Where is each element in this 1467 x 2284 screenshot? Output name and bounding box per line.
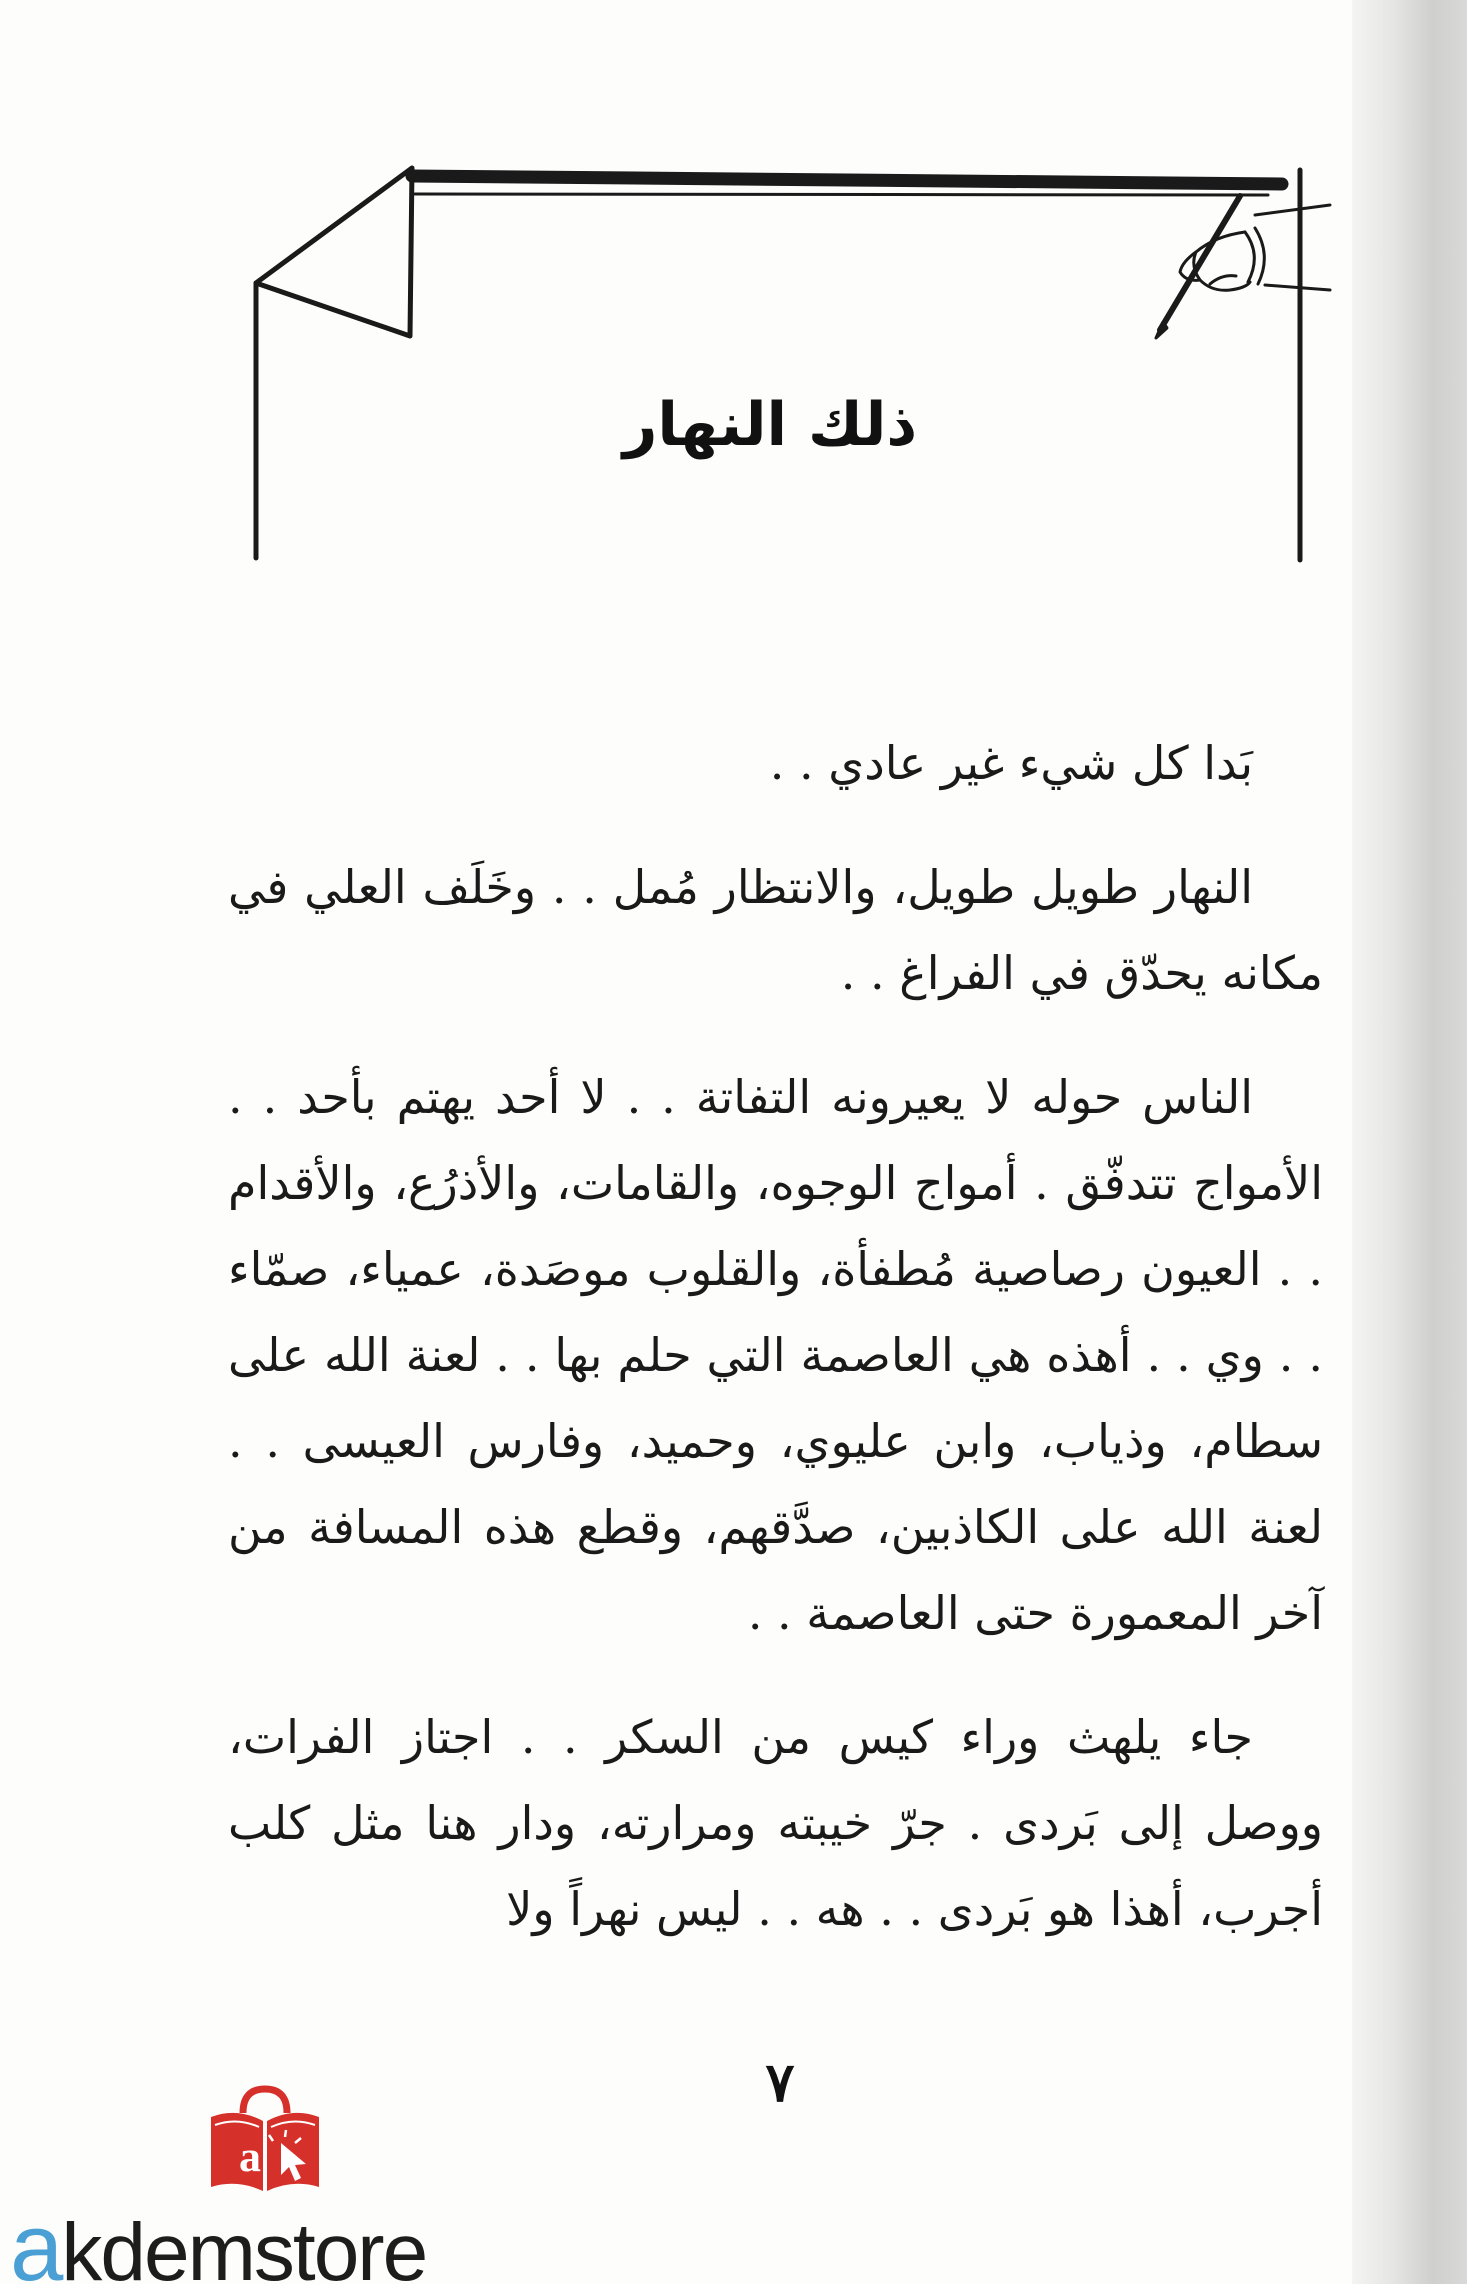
frame-top-edge xyxy=(412,176,1282,184)
store-name-rest: kdemstore xyxy=(61,2207,427,2284)
folded-corner xyxy=(256,168,412,336)
chapter-header-frame xyxy=(0,0,1467,600)
svg-text:a: a xyxy=(239,2132,261,2181)
page-number: ٧ xyxy=(765,2050,795,2114)
frame-top-inner-edge xyxy=(415,194,1268,195)
chapter-title: ذلك النهار xyxy=(622,390,918,460)
paragraph: جاء يلهث وراء كيس من السكر . . اجتاز الفرات، ووصل إلى بَردى . جرّ خيبته ومرارته، ودار هنا مثل كلب أجرب، أهذا هو بَردى . . هه . . ليس نهراً ولا xyxy=(228,1710,1323,1936)
store-name xyxy=(10,2193,426,2284)
chapter-body xyxy=(228,720,1323,1990)
store-watermark xyxy=(0,2075,540,2284)
book-cart-logo-icon xyxy=(205,2083,325,2203)
paragraph: بَدا كل شيء غير عادي . . xyxy=(769,736,1253,790)
paragraph: النهار طويل طويل، والانتظار مُمل . . وخَلَف العلي في مكانه يحدّق في الفراغ . . xyxy=(228,860,1323,1000)
store-name-initial: a xyxy=(10,2194,62,2284)
hand-holding-pen-icon xyxy=(1156,196,1330,338)
paragraph: الناس حوله لا يعيرونه التفاتة . . لا أحد يهتم بأحد . . الأمواج تتدفّق . أمواج الوجوه، والقامات، والأذرُع، والأقدام . . العيون رصاصية مُطفأة، والقلوب موصَدة، عمياء، صمّاء . . وي . . أهذه هي العاصمة التي حلم بها . . لعنة الله على سطام، وذياب، وابن عليوي، وحميد، وفارس العيسى . . لعنة الله على الكاذبين، صدَّقهم، وقطع هذه المسافة من آخر المعمورة حتى العاصمة . . xyxy=(228,1070,1324,1640)
